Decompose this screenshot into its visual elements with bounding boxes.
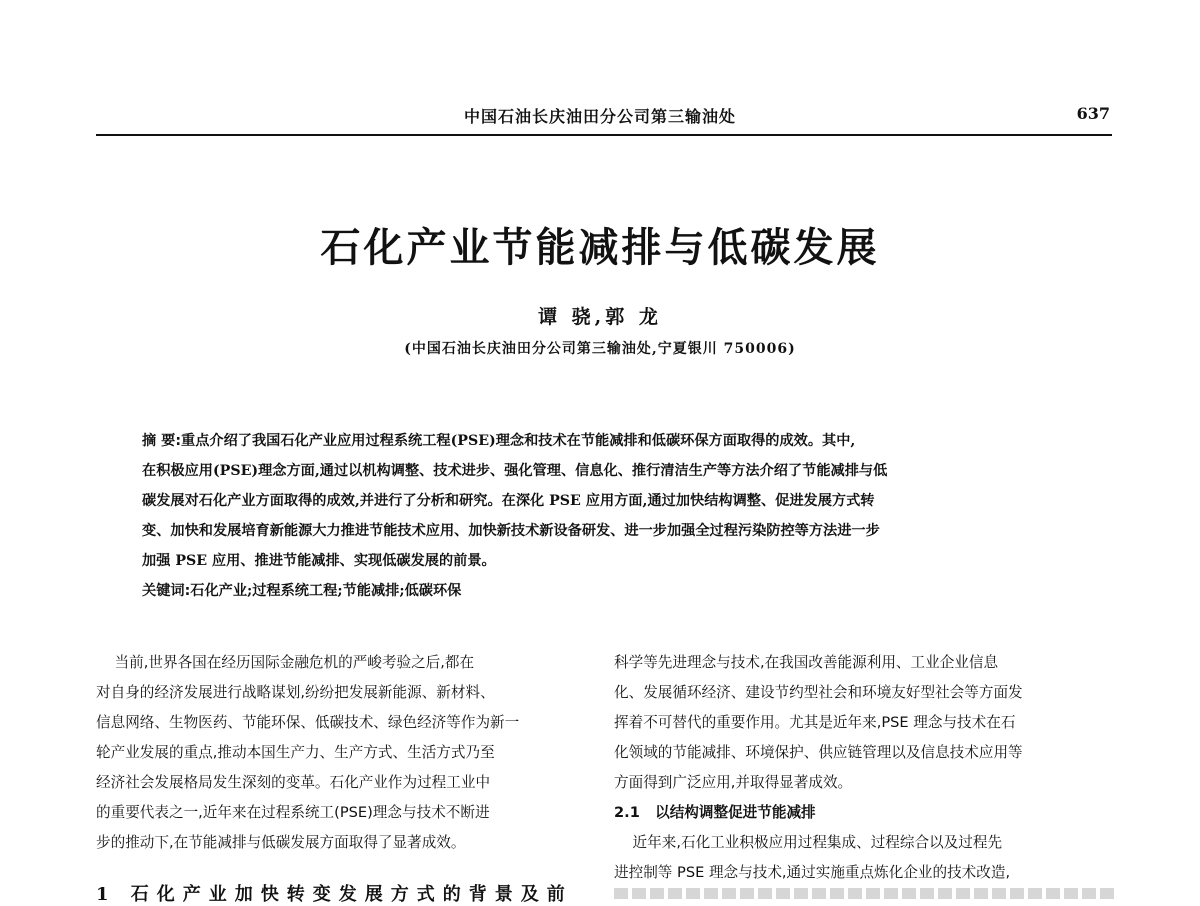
authors: 谭 骁,郭 龙	[538, 306, 662, 328]
abstract-line: 变、加快和发展培育新能源大力推进节能技术应用、加快新技术新设备研发、进一步加强全过程污染防控等方法进一步	[142, 523, 880, 539]
body-line: 步的推动下,在节能减排与低碳发展方面取得了显著成效。	[96, 834, 466, 851]
keywords-text: 石化产业;过程系统工程;节能减排;低碳环保	[190, 583, 462, 599]
body-line: 近年来,石化工业积极应用过程集成、过程综合以及过程先	[614, 834, 1003, 851]
body-line: 挥着不可替代的重要作用。尤其是近年来,PSE 理念与技术在石	[614, 714, 1016, 731]
subsection-heading: 2.1 以结构调整促进节能减排	[614, 804, 816, 821]
cut-off-text-line	[614, 888, 1114, 899]
body-line: 进控制等 PSE 理念与技术,通过实施重点炼化企业的技术改造,	[614, 864, 1011, 881]
abstract	[142, 426, 1072, 606]
page-number: 637	[1076, 104, 1110, 123]
abstract-line	[142, 426, 1072, 456]
body-line: 当前,世界各国在经历国际金融危机的严峻考验之后,都在	[96, 654, 475, 671]
body-line: 信息网络、生物医药、节能环保、低碳技术、绿色经济等作为新一	[96, 714, 520, 731]
body-line: 化、发展循环经济、建设节约型社会和环境友好型社会等方面发	[614, 684, 1023, 701]
body-line: 轮产业发展的重点,推动本国生产力、生产方式、生活方式乃至	[96, 744, 495, 761]
abstract-text: 重点介绍了我国石化产业应用过程系统工程(PSE)理念和技术在节能减排和低碳环保方面取得的成效。其中,	[181, 433, 856, 449]
body-line: 化领域的节能减排、环境保护、供应链管理以及信息技术应用等	[614, 744, 1023, 761]
affiliation: (中国石油长庆油田分公司第三输油处,宁夏银川 750006)	[404, 341, 796, 357]
right-column	[614, 648, 1114, 888]
body-line: 方面得到广泛应用,并取得显著成效。	[614, 774, 853, 791]
left-column	[96, 648, 596, 858]
body-line: 经济社会发展格局发生深刻的变革。石化产业作为过程工业中	[96, 774, 491, 791]
section-heading-1: 1 石化产业加快转变发展方式的背景及前	[96, 884, 573, 905]
body-line: 的重要代表之一,近年来在过程系统工(PSE)理念与技术不断进	[96, 804, 490, 821]
header-title: 中国石油长庆油田分公司第三输油处	[463, 107, 736, 126]
body-line: 对自身的经济发展进行战略谋划,纷纷把发展新能源、新材料、	[96, 684, 495, 701]
header-rule	[96, 134, 1112, 136]
keywords-label: 关键词:	[142, 583, 191, 599]
abstract-line: 加强 PSE 应用、推进节能减排、实现低碳发展的前景。	[142, 553, 496, 569]
abstract-line: 碳发展对石化产业方面取得的成效,并进行了分析和研究。在深化 PSE 应用方面,通过加快结构调整、促进发展方式转	[142, 493, 875, 509]
paper-title: 石化产业节能减排与低碳发展	[320, 225, 880, 271]
abstract-label: 摘 要:	[142, 433, 181, 449]
keywords-line	[142, 576, 1072, 606]
body-line: 科学等先进理念与技术,在我国改善能源利用、工业企业信息	[614, 654, 999, 671]
abstract-line: 在积极应用(PSE)理念方面,通过以机构调整、技术进步、强化管理、信息化、推行清洁生产等方法介绍了节能减排与低	[142, 463, 888, 479]
